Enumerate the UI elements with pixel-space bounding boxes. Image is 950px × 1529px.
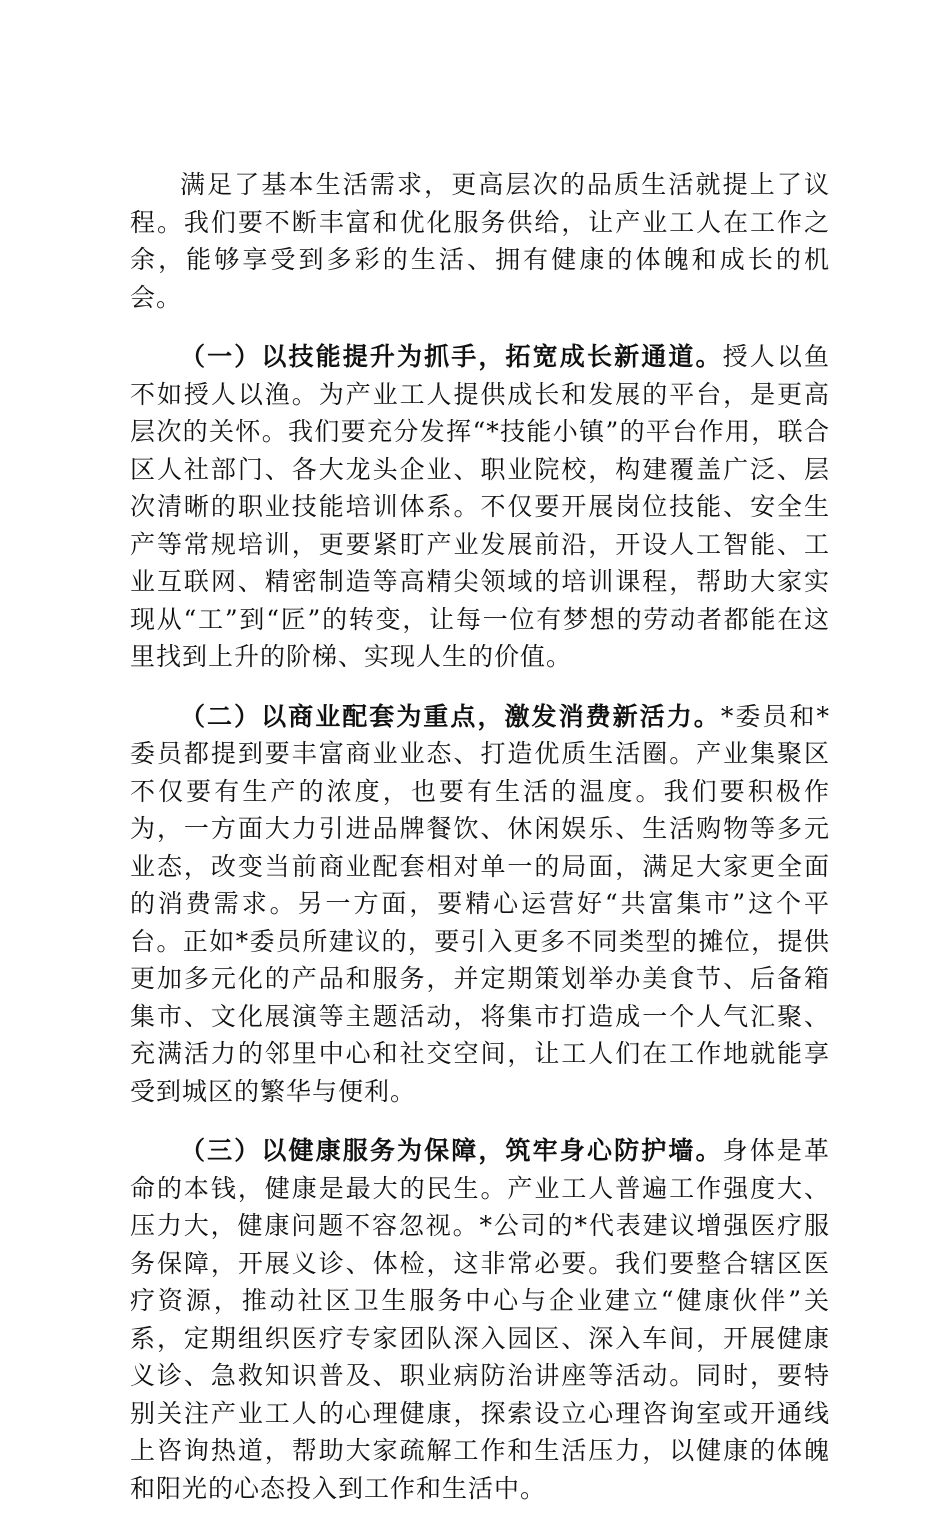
document-body	[130, 166, 830, 1529]
paragraph-section-2	[130, 698, 830, 1111]
paragraph-heading: （三）以健康服务为保障，筑牢身心防护墙。	[180, 1136, 723, 1165]
paragraph-text: 身体是革命的本钱，健康是最大的民生。产业工人普遍工作强度大、压力大，健康问题不容忽视。*公司的*代表建议增强医疗服务保障，开展义诊、体检，这非常必要。我们要整合辖区医疗资源，推动社区卫生服务中心与企业建立“健康伙伴”关系，定期组织医疗专家团队深入园区、深入车间，开展健康义诊、急救知识普及、职业病防治讲座等活动。同时，要特别关注产业工人的心理健康，探索设立心理咨询室或开通线上咨询热道，帮助大家疏解工作和生活压力，以健康的体魄和阳光的心态投入到工作和生活中。	[130, 1136, 830, 1503]
paragraph-text: 满足了基本生活需求，更高层次的品质生活就提上了议程。我们要不断丰富和优化服务供给，让产业工人在工作之余，能够享受到多彩的生活、拥有健康的体魄和成长的机会。	[130, 170, 830, 312]
paragraph-section-3	[130, 1132, 830, 1507]
paragraph-text: 授人以鱼不如授人以渔。为产业工人提供成长和发展的平台，是更高层次的关怀。我们要充分发挥“*技能小镇”的平台作用，联合区人社部门、各大龙头企业、职业院校，构建覆盖广泛、层次清晰的职业技能培训体系。不仅要开展岗位技能、安全生产等常规培训，更要紧盯产业发展前沿，开设人工智能、工业互联网、精密制造等高精尖领域的培训课程，帮助大家实现从“工”到“匠”的转变，让每一位有梦想的劳动者都能在这里找到上升的阶梯、实现人生的价值。	[130, 342, 830, 671]
paragraph-text: *委员和*委员都提到要丰富商业业态、打造优质生活圈。产业集聚区不仅要有生产的浓度，也要有生活的温度。我们要积极作为，一方面大力引进品牌餐饮、休闲娱乐、生活购物等多元业态，改变当前商业配套相对单一的局面，满足大家更全面的消费需求。另一方面，要精心运营好“共富集市”这个平台。正如*委员所建议的，要引入更多不同类型的摊位，提供更加多元化的产品和服务，并定期策划举办美食节、后备箱集市、文化展演等主题活动，将集市打造成一个人气汇聚、充满活力的邻里中心和社交空间，让工人们在工作地就能享受到城区的繁华与便利。	[130, 701, 830, 1106]
paragraph-heading: （二）以商业配套为重点，激发消费新活力。	[180, 701, 721, 731]
paragraph-heading: （一）以技能提升为抓手，拓宽成长新通道。	[180, 342, 723, 371]
paragraph-section-1	[130, 338, 830, 676]
paragraph-intro	[130, 166, 830, 316]
